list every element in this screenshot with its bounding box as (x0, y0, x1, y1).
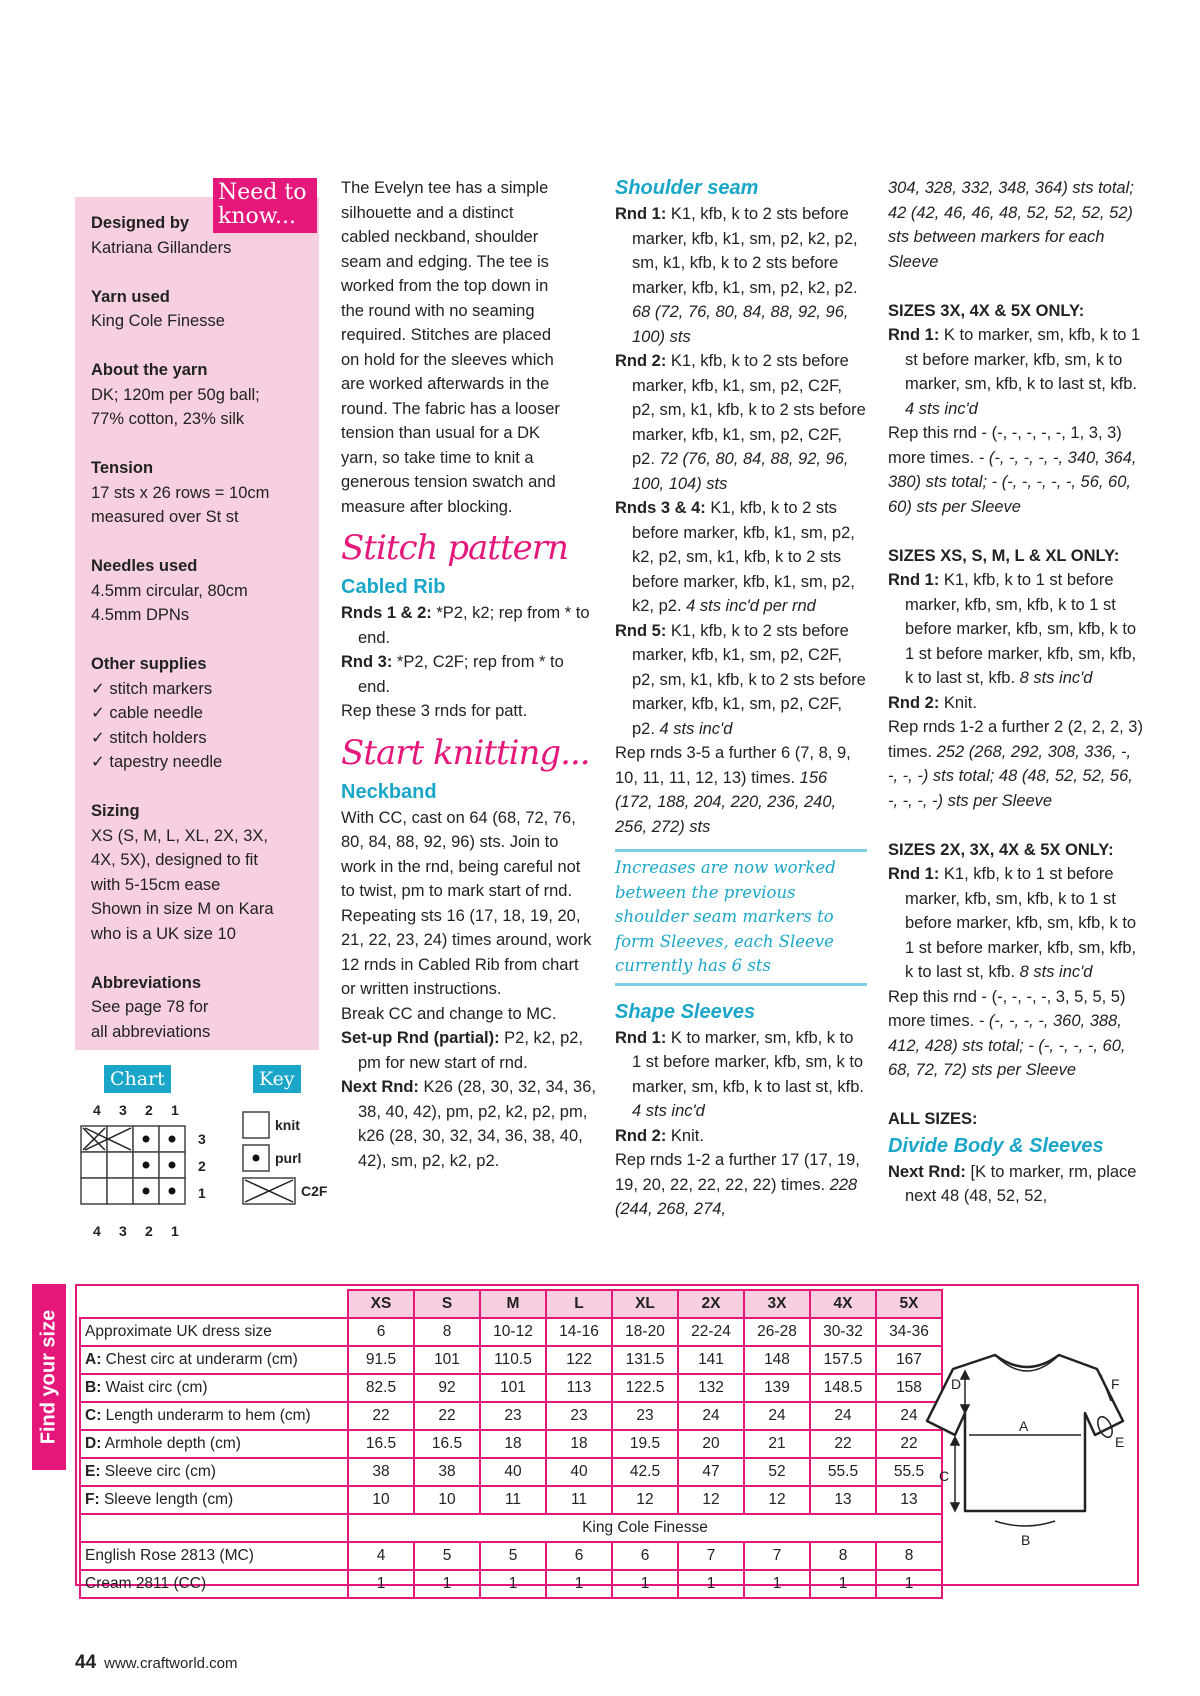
intro-line: cabled neckband, shoulder (341, 228, 539, 246)
table-cell: 10 (414, 1486, 480, 1514)
table-cell: 22 (414, 1402, 480, 1430)
sidebar-line: See page 78 for (91, 998, 209, 1016)
table-cell: 13 (876, 1486, 942, 1514)
size-header: S (414, 1290, 480, 1318)
chart-col-number: 3 (119, 1102, 127, 1118)
sidebar-line: XS (S, M, L, XL, 2X, 3X, (91, 826, 268, 845)
table-cell: 23 (612, 1402, 678, 1430)
table-cell: 11 (546, 1486, 612, 1514)
table-row (80, 1402, 942, 1430)
measure-label: Sleeve circ (cm) (100, 1463, 216, 1480)
table-cell: 10 (348, 1486, 414, 1514)
table-cell: 1 (876, 1570, 942, 1598)
yarn-header: King Cole Finesse (348, 1514, 942, 1542)
table-cell: 16.5 (414, 1430, 480, 1458)
table-cell: 22 (876, 1430, 942, 1458)
table-cell: 1 (348, 1570, 414, 1598)
intro-line: are worked afterwards in the (341, 375, 550, 393)
size-group-heading: SIZES 2X, 3X, 4X & 5X ONLY: (888, 840, 1114, 859)
table-row (80, 1570, 942, 1598)
table-cell: 1 (480, 1570, 546, 1598)
intro-line: tension than usual for a DK (341, 424, 541, 442)
page-number: 44 (75, 1652, 97, 1673)
sidebar-line: Shown in size M on Kara (91, 900, 274, 918)
intro-line: round. The fabric has a looser (341, 399, 560, 418)
column-1: The Evelyn tee has a simple silhouette and a distinct cabled neckband, shoulder seam and edging. The tee is worked from the top down in the round with no seaming required. Stitches are placed on hold for the sleeves which are worked afterwards in the round. The fabric has a looser tension than usual for a DK yarn, so take time to knit a generous tension swatch and measure after blocking. Stitch pattern Cabled Rib Rnds 1 & 2: *P2, k2; rep from * to end. Rnd 3: *P2, C2F; rep from * to end. Rep these 3 rnds for patt. Start knitting... Neckband With CC, cast on 64 (68, 72, 76, 80, 84, 88, 92, 96) sts. Join to work in the rnd, being careful not to twist, pm to mark start of rnd. Repeating sts 16 (17, 18, 19, 20, 21, 22, 23, 24) times around, work 12 rnds in Cabled Rib from chart or written instructions. Break CC and change to MC. Set-up Rnd (partial): P2, k2, p2, pm for new start of rnd. Next Rnd: K26 (28, 30, 32, 34, 36, 38, 40, 42), pm, p2, k2, p2, pm, k26 (28, 30, 32, 34, 36, 38, 40, 42), sm, p2, k2, p2. (341, 176, 596, 1173)
rnd-label: Rnd 3: (341, 653, 393, 671)
table-cell: 22 (810, 1430, 876, 1458)
table-cell: 40 (480, 1458, 546, 1486)
table-cell: 52 (744, 1458, 810, 1486)
table-row (80, 1542, 942, 1570)
site-url: www.craftworld.com (104, 1655, 238, 1672)
diagram-letter: B (1021, 1532, 1031, 1548)
sidebar-line: with 5-15cm ease (91, 875, 221, 894)
measure-letter: F: (85, 1491, 100, 1508)
sidebar-line: ✓ stitch markers (91, 679, 213, 698)
diagram-letter: C (939, 1468, 950, 1484)
sidebar-section (91, 652, 303, 775)
column-2: Shoulder seam Rnd 1: K1, kfb, k to 2 sts before marker, kfb, k1, sm, p2, k2, p2, sm, k1, kfb, k to 2 sts before marker, kfb, k1, sm, p2, k2, p2. 68 (72, 76, 80, 84, 88, 92, 96, 100) sts Rnd 2: K1, kfb, k to 2 sts before marker, kfb, k1, sm, p2, C2F, p2, sm, k1, kfb, k to 2 sts before marker, kfb, k1, sm, p2, C2F, p2. 72 (76, 80, 84, 88, 92, 96, 100, 104) sts Rnds 3 & 4: K1, kfb, k to 2 sts before marker, kfb, k1, sm, p2, k2, p2, sm, k1, kfb, k to 2 sts before marker, kfb, k1, sm, p2, k2, p2. 4 sts inc'd per rnd Rnd 5: K1, kfb, k to 2 sts before marker, kfb, k1, sm, p2, C2F, p2, sm, k1, kfb, k to 2 sts before marker, kfb, k1, sm, p2, C2F, p2. 4 sts inc'd Rep rnds 3-5 a further 6 (7, 8, 9, 10, 11, 11, 12, 13) times. 156 (172, 188, 204, 220, 236, 240, 256, 272) sts Increases are now worked between the previous shoulder seam markers to form Sleeves, each Sleeve currently has 6 sts Shape Sleeves Rnd 1: K to marker, sm, kfb, k to 1 st before marker, kfb, sm, k to marker, sm, kfb, k to last st, kfb. 4 sts inc'd Rnd 2: Knit. Rep rnds 1-2 a further 17 (17, 19, 19, 20, 22, 22, 22, 22) times. 228 (244, 268, 274, (615, 174, 867, 1222)
table-cell: 23 (546, 1402, 612, 1430)
size-header: 3X (744, 1290, 810, 1318)
table-cell: 4 (348, 1542, 414, 1570)
start-knitting-heading: Start knitting... (341, 732, 590, 773)
table-cell: 141 (678, 1346, 744, 1374)
diagram-letter: A (1019, 1418, 1029, 1434)
sidebar-line: Katriana Gillanders (91, 238, 232, 257)
table-cell: 91.5 (348, 1346, 414, 1374)
row-label: Cream 2811 (CC) (80, 1570, 348, 1598)
divide-heading: Divide Body & Sleeves (888, 1134, 1104, 1157)
intro-line: on hold for the sleeves which (341, 350, 554, 369)
table-cell: 110.5 (480, 1346, 546, 1374)
size-header: 5X (876, 1290, 942, 1318)
size-header: 4X (810, 1290, 876, 1318)
table-cell: 148.5 (810, 1374, 876, 1402)
instruction: With CC, cast on 64 (68, 72, 76, 80, 84, 88, 92, 96) sts. Join to work in the rnd, being careful not to twist, pm to mark start of rnd. Repeating sts 16 (17, 18, 19, 20, 21, 22, 23, 24) times around, work 12 rnds in Cabled Rib from chart or written instructions. (341, 808, 592, 998)
table-cell: 148 (744, 1346, 810, 1374)
chart-title: Chart (104, 1065, 171, 1093)
size-header: XL (612, 1290, 678, 1318)
intro-line: measure after blocking. (341, 497, 513, 516)
cabled-rib-heading: Cabled Rib (341, 576, 446, 598)
need-to-know-badge: Need to know... (213, 178, 317, 233)
page-footer (75, 1652, 238, 1674)
find-your-size-tab: Find your size (32, 1284, 66, 1470)
table-row (80, 1430, 942, 1458)
size-header: XS (348, 1290, 414, 1318)
table-cell: 16.5 (348, 1430, 414, 1458)
table-cell: 11 (480, 1486, 546, 1514)
table-cell: 12 (612, 1486, 678, 1514)
shape-sleeves-heading: Shape Sleeves (615, 1000, 756, 1023)
table-cell: 167 (876, 1346, 942, 1374)
table-cell: 7 (678, 1542, 744, 1570)
measure-label: Approximate UK dress size (85, 1323, 272, 1340)
table-cell: 24 (744, 1402, 810, 1430)
size-table (79, 1289, 943, 1599)
rnd-label: Set-up Rnd (partial): (341, 1029, 500, 1047)
intro-text (341, 176, 596, 519)
size-header: M (480, 1290, 546, 1318)
table-cell: 34-36 (876, 1318, 942, 1346)
table-cell: 1 (678, 1570, 744, 1598)
table-cell: 14-16 (546, 1318, 612, 1346)
intro-line: generous tension swatch and (341, 473, 556, 491)
measure-label: Waist circ (cm) (101, 1379, 208, 1396)
chart-col-number: 1 (171, 1102, 179, 1118)
table-cell: 122.5 (612, 1374, 678, 1402)
table-cell: 12 (678, 1486, 744, 1514)
table-cell: 23 (480, 1402, 546, 1430)
table-cell: 139 (744, 1374, 810, 1402)
measure-letter: C: (85, 1407, 102, 1424)
table-cell: 158 (876, 1374, 942, 1402)
table-row (80, 1374, 942, 1402)
size-group-heading: ALL SIZES: (888, 1110, 978, 1128)
row-label (80, 1346, 348, 1374)
table-cell: 22-24 (678, 1318, 744, 1346)
chart-row-number: 1 (198, 1185, 206, 1201)
sidebar-section (91, 971, 303, 1045)
key-purl-label: purl (275, 1150, 302, 1166)
table-row (80, 1346, 942, 1374)
intro-line: silhouette and a distinct (341, 203, 514, 222)
chart-col-number: 4 (93, 1102, 101, 1118)
sidebar-line: ✓ stitch holders (91, 728, 207, 747)
sidebar-section (91, 358, 303, 432)
table-cell: 101 (480, 1374, 546, 1402)
sidebar-section (91, 554, 303, 628)
table-cell: 82.5 (348, 1374, 414, 1402)
table-cell: 131.5 (612, 1346, 678, 1374)
table-cell: 101 (414, 1346, 480, 1374)
shoulder-seam-heading: Shoulder seam (615, 177, 759, 199)
row-label (80, 1318, 348, 1346)
intro-line: seam and edging. The tee is (341, 252, 549, 271)
key-c2f-label: C2F (301, 1183, 328, 1199)
blank-cell (80, 1514, 348, 1542)
table-cell: 157.5 (810, 1346, 876, 1374)
measure-letter: E: (85, 1463, 101, 1480)
table-cell: 18-20 (612, 1318, 678, 1346)
table-row (80, 1318, 942, 1346)
row-label (80, 1374, 348, 1402)
measure-label: Sleeve length (cm) (99, 1491, 234, 1508)
table-cell: 30-32 (810, 1318, 876, 1346)
intro-line: The Evelyn tee has a simple (341, 179, 549, 197)
table-cell: 18 (546, 1430, 612, 1458)
diagram-letter: D (951, 1376, 962, 1392)
row-label (80, 1486, 348, 1514)
table-cell: 132 (678, 1374, 744, 1402)
chart-col-number: 3 (119, 1223, 127, 1239)
rnd-label: Rnds 1 & 2: (341, 604, 432, 622)
increase-note: Increases are now worked between the previous shoulder seam markers to form Sleeves, each Sleeve currently has 6 sts (615, 849, 867, 986)
size-group-heading: SIZES 3X, 4X & 5X ONLY: (888, 301, 1085, 320)
intro-line: worked from the top down in (341, 277, 549, 295)
size-header: 2X (678, 1290, 744, 1318)
table-cell: 55.5 (810, 1458, 876, 1486)
yarn-header-row (80, 1514, 942, 1542)
table-cell: 40 (546, 1458, 612, 1486)
sidebar-section (91, 799, 303, 946)
sidebar-heading: About the yarn (91, 361, 208, 379)
instruction: Rep these 3 rnds for patt. (341, 702, 528, 720)
sidebar-heading: Tension (91, 459, 154, 477)
table-cell: 19.5 (612, 1430, 678, 1458)
table-cell: 47 (678, 1458, 744, 1486)
sidebar-heading: Designed by (91, 214, 190, 232)
sidebar-heading: Needles used (91, 557, 198, 575)
size-header: L (546, 1290, 612, 1318)
table-cell: 113 (546, 1374, 612, 1402)
table-cell: 7 (744, 1542, 810, 1570)
intro-line: required. Stitches are placed (341, 326, 552, 344)
measure-letter: D: (85, 1435, 102, 1452)
row-label (80, 1458, 348, 1486)
intro-line: the round with no seaming (341, 301, 535, 320)
table-cell: 6 (546, 1542, 612, 1570)
chart-row-number: 3 (198, 1131, 206, 1147)
table-cell: 24 (810, 1402, 876, 1430)
table-cell: 13 (810, 1486, 876, 1514)
sidebar-line: King Cole Finesse (91, 312, 225, 330)
sidebar-heading: Abbreviations (91, 973, 202, 992)
sidebar-line: 4.5mm DPNs (91, 606, 190, 624)
sidebar-heading: Yarn used (91, 287, 170, 306)
key-title: Key (253, 1065, 301, 1093)
table-cell: 8 (414, 1318, 480, 1346)
size-group-heading: SIZES XS, S, M, L & XL ONLY: (888, 546, 1120, 565)
row-label (80, 1430, 348, 1458)
diagram-letter: F (1111, 1376, 1120, 1392)
instruction: Break CC and change to MC. (341, 1004, 557, 1023)
table-row (80, 1458, 942, 1486)
table-cell: 21 (744, 1430, 810, 1458)
table-cell: 55.5 (876, 1458, 942, 1486)
table-cell: 22 (348, 1402, 414, 1430)
need-to-know-panel (75, 197, 319, 1050)
sidebar-line: all abbreviations (91, 1022, 211, 1041)
table-cell: 1 (744, 1570, 810, 1598)
measure-letter: A: (85, 1351, 102, 1368)
table-cell: 24 (678, 1402, 744, 1430)
sidebar-heading: Sizing (91, 802, 140, 820)
sidebar-line: 4.5mm circular, 80cm (91, 581, 248, 600)
measure-label: Length underarm to hem (cm) (101, 1407, 311, 1424)
chart-col-number: 1 (171, 1223, 179, 1239)
table-row (80, 1486, 942, 1514)
column-3: 304, 328, 332, 348, 364) sts total; 42 (42, 46, 46, 48, 52, 52, 52, 52) sts between markers for each Sleeve SIZES 3X, 4X & 5X ONLY: Rnd 1: K to marker, sm, kfb, k to 1 st before marker, kfb, sm, k to marker, sm, kfb, k to last st, kfb. 4 sts inc'd Rep this rnd - (-, -, -, -, -, 1, 3, 3) more times. - (-, -, -, -, -, 340, 364, 380) sts total; - (-, -, -, -, -, 56, 60, 60) sts per Sleeve SIZES XS, S, M, L & XL ONLY: Rnd 1: K1, kfb, k to 1 st before marker, kfb, sm, kfb, k to 1 st before marker, kfb, sm, kfb, k to 1 st before marker, kfb, sm, kfb, k to last st, kfb. 8 sts inc'd Rnd 2: Knit. Rep rnds 1-2 a further 2 (2, 2, 2, 3) times. 252 (268, 292, 308, 336, -, -, -, -) sts total; 48 (48, 52, 52, 56, -, -, -, -) sts per Sleeve SIZES 2X, 3X, 4X & 5X ONLY: Rnd 1: K1, kfb, k to 1 st before marker, kfb, sm, kfb, k to 1 st before marker, kfb, sm, kfb, k to 1 st before marker, kfb, sm, kfb, k to last st, kfb. 8 sts inc'd Rep this rnd - (-, -, -, -, 3, 5, 5, 5) more times. - (-, -, -, -, 360, 388, 412, 428) sts total; - (-, -, -, -, 60, 68, 72, 72) sts per Sleeve ALL SIZES: Divide Body & Sleeves Next Rnd: [K to marker, rm, place next 48 (48, 52, 52, (888, 176, 1143, 1209)
table-cell: 20 (678, 1430, 744, 1458)
neckband-heading: Neckband (341, 780, 437, 803)
table-cell: 8 (810, 1542, 876, 1570)
table-cell: 42.5 (612, 1458, 678, 1486)
table-cell: 26-28 (744, 1318, 810, 1346)
chart-col-number: 2 (145, 1223, 153, 1239)
table-cell: 12 (744, 1486, 810, 1514)
table-cell: 122 (546, 1346, 612, 1374)
diagram-letter: E (1115, 1434, 1125, 1450)
table-cell: 5 (414, 1542, 480, 1570)
table-cell: 1 (612, 1570, 678, 1598)
measure-letter: B: (85, 1379, 102, 1396)
table-cell: 10-12 (480, 1318, 546, 1346)
instruction: 304, 328, 332, 348, 364) sts total; 42 (42, 46, 46, 48, 52, 52, 52, 52) sts between markers for each Sleeve (888, 179, 1134, 271)
table-cell: 5 (480, 1542, 546, 1570)
table-cell: 1 (414, 1570, 480, 1598)
table-cell: 6 (612, 1542, 678, 1570)
row-label (80, 1402, 348, 1430)
key-knit-label: knit (275, 1117, 300, 1133)
sidebar-line: 77% cotton, 23% silk (91, 410, 245, 428)
measure-label: Chest circ at underarm (cm) (101, 1351, 298, 1368)
size-header-row (80, 1290, 942, 1318)
table-cell: 38 (348, 1458, 414, 1486)
sidebar-line: who is a UK size 10 (91, 924, 236, 943)
chart-row-number: 2 (198, 1158, 206, 1174)
table-cell: 8 (876, 1542, 942, 1570)
table-cell: 24 (876, 1402, 942, 1430)
sidebar-section (91, 456, 303, 530)
garment-diagram (925, 1335, 1135, 1550)
sidebar-line: 17 sts x 26 rows = 10cm (91, 483, 270, 502)
row-label: English Rose 2813 (MC) (80, 1542, 348, 1570)
rnd-label: Next Rnd: (341, 1078, 419, 1096)
sidebar-line: ✓ cable needle (91, 704, 203, 722)
table-cell: 1 (546, 1570, 612, 1598)
sidebar-line: measured over St st (91, 508, 239, 526)
sidebar-section (91, 285, 303, 334)
sidebar-line: ✓ tapestry needle (91, 753, 223, 771)
table-cell: 18 (480, 1430, 546, 1458)
chart-col-number: 4 (93, 1223, 101, 1239)
sidebar-heading: Other supplies (91, 655, 207, 673)
sidebar-line: 4X, 5X), designed to fit (91, 851, 258, 869)
sidebar-line: DK; 120m per 50g ball; (91, 385, 260, 404)
intro-line: yarn, so take time to knit a (341, 448, 534, 467)
chart-col-number: 2 (145, 1102, 153, 1118)
blank-cell (80, 1290, 348, 1318)
table-cell: 38 (414, 1458, 480, 1486)
table-cell: 92 (414, 1374, 480, 1402)
stitch-pattern-heading: Stitch pattern (341, 528, 568, 568)
measure-label: Armhole depth (cm) (101, 1435, 241, 1452)
table-cell: 6 (348, 1318, 414, 1346)
table-cell: 1 (810, 1570, 876, 1598)
